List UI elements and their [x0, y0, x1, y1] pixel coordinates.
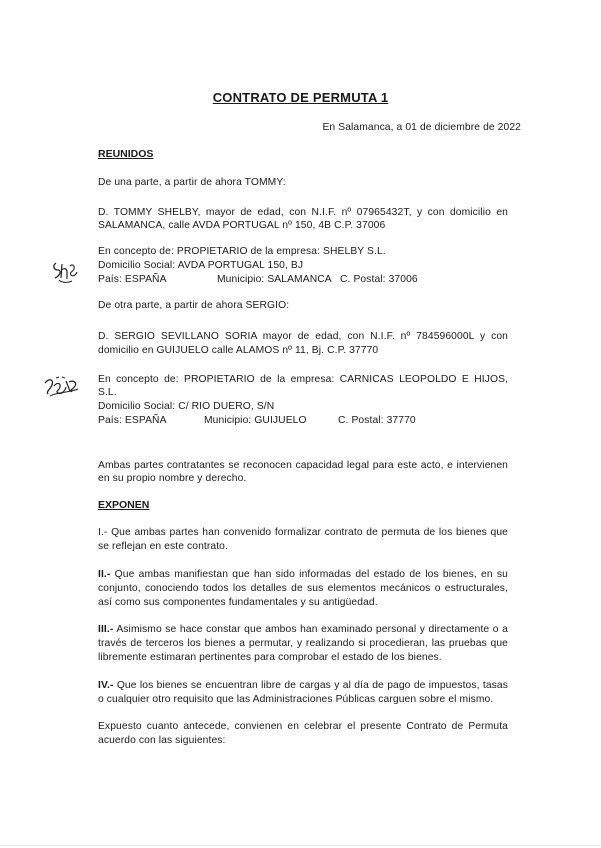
party1-concept: En concepto de: PROPIETARIO de la empresa: SHELBY S.L. — [98, 246, 386, 257]
signature-sergio — [42, 373, 82, 399]
party1-intro: De una parte, a partir de ahora TOMMY: — [98, 177, 286, 188]
party2-postal: C. Postal: 37770 — [338, 415, 416, 426]
closing-line1: Expuesto cuanto antecede, convienen en celebrar el presente Contrato de Permuta — [98, 721, 508, 732]
exponen-item-1-line2: se reflejan en este contrato. — [98, 541, 228, 552]
party1-address: Domicilio Social: AVDA PORTUGAL 150, BJ — [98, 260, 304, 271]
signature-tommy — [50, 260, 80, 286]
exponen-item-2-line3: así como sus componentes fundamentales y su antigüedad. — [98, 597, 378, 608]
closing-line2: acuerdo con las siguientes: — [98, 735, 226, 746]
exponen-item-1-text: Que ambas partes han convenido formalizar contrato de permuta de los bienes que — [111, 527, 508, 538]
party2-municipality: Municipio: GUIJUELO — [204, 415, 307, 426]
exponen-item-2-line1 — [98, 568, 508, 581]
party2-country: País: ESPAÑA — [98, 415, 167, 426]
reunidos-heading: REUNIDOS — [98, 148, 154, 160]
party1-line2: SALAMANCA, calle AVDA PORTUGAL nº 150, 4B C.P. 37006 — [98, 220, 386, 231]
exponen-item-2-line2: conjunto, conociendo todos los detalles de sus elementos mecánicos o estructurales, — [98, 583, 508, 594]
exponen-item-1-line1 — [98, 526, 508, 539]
party2-address: Domicilio Social: C/ RIO DUERO, S/N — [98, 401, 275, 412]
party2-concept-line2: S.L. — [98, 387, 117, 398]
capacity-line1: Ambas partes contratantes se reconocen capacidad legal para este acto, e intervienen — [98, 460, 508, 471]
party1-country: País: ESPAÑA — [98, 274, 167, 285]
exponen-item-4-number: IV.- — [98, 680, 114, 691]
exponen-item-3-line1 — [98, 623, 508, 636]
party1-line1: D. TOMMY SHELBY, mayor de edad, con N.I.F. nº 07965432T, y con domicilio en — [98, 207, 508, 218]
party1-postal: C. Postal: 37006 — [340, 274, 418, 285]
exponen-item-3-text: Asimismo se hace constar que ambos han examinado personal y directamente o a — [116, 624, 508, 635]
party2-line1: D. SERGIO SEVILLANO SORIA mayor de edad, con N.I.F. nº 784596000L y con — [98, 331, 508, 342]
capacity-line2: en su propio nombre y derecho. — [98, 473, 247, 484]
exponen-item-3-number: III.- — [98, 624, 114, 635]
contract-title: CONTRATO DE PERMUTA 1 — [212, 90, 389, 105]
exponen-item-2-text: Que ambas manifiestan que han sido informadas del estado de los bienes, en su — [114, 569, 508, 580]
party2-concept-line1: En concepto de: PROPIETARIO de la empresa: CARNICAS LEOPOLDO E HIJOS, — [98, 374, 508, 385]
party2-line2: domicilio en GUIJUELO calle ALAMOS nº 11, Bj. C.P. 37770 — [98, 345, 379, 356]
exponen-heading: EXPONEN — [98, 499, 150, 511]
exponen-item-4-text: Que los bienes se encuentran libre de cargas y al día de pago de impuestos, tasas — [116, 680, 509, 691]
party1-municipality: Municipio: SALAMANCA — [217, 274, 332, 285]
exponen-item-4-line2: o cualquier otro requisito que las Administraciones Públicas carguen sobre el mismo. — [98, 694, 494, 705]
exponen-item-3-line2: través de terceros los bienes a permutar, y realizando si procedieran, las pruebas que — [98, 638, 508, 649]
page-bottom-edge — [0, 845, 601, 846]
exponen-item-3-line3: libremente estimaran pertinentes para comprobar el estado de los bienes. — [98, 652, 442, 663]
party2-intro: De otra parte, a partir de ahora SERGIO: — [98, 300, 290, 311]
exponen-item-1-number: I.- — [98, 527, 108, 538]
exponen-item-4-line1 — [98, 679, 508, 692]
place-date: En Salamanca, a 01 de diciembre de 2022 — [322, 122, 521, 133]
exponen-item-2-number: II.- — [98, 569, 111, 580]
